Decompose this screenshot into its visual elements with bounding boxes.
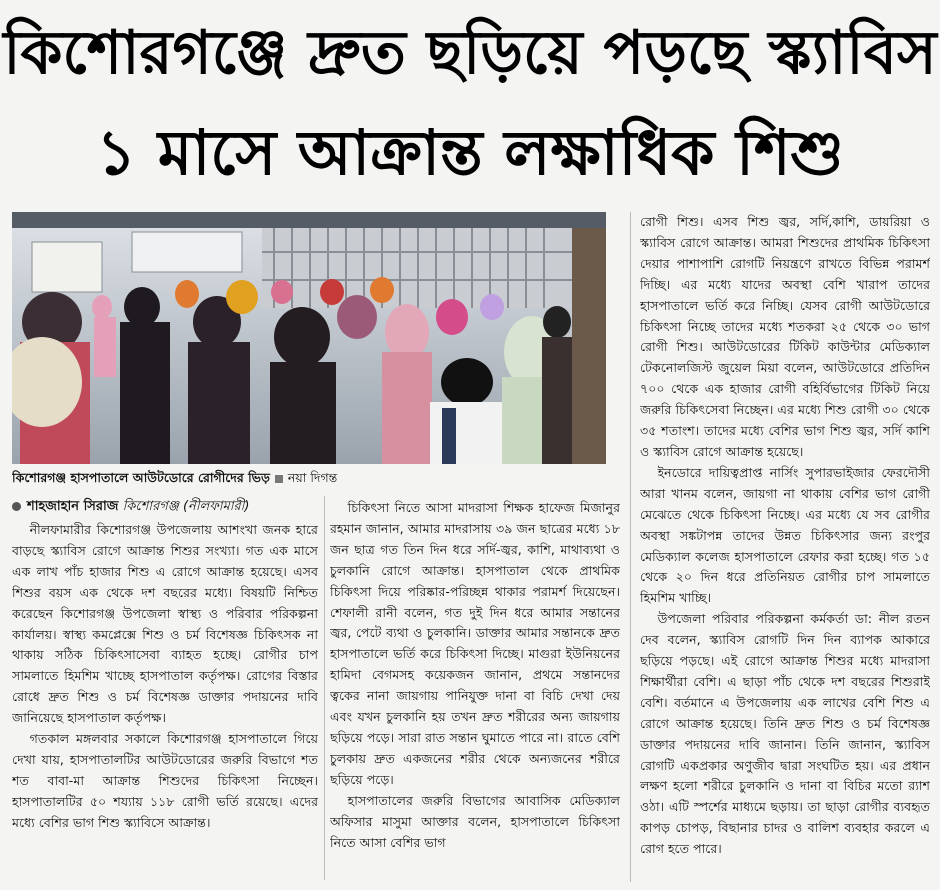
article-paragraph: উপজেলা পরিবার পরিকল্পনা কর্মকর্তা ডা: নীল রতন দেব বলেন, স্ক্যাবিস রোগটি দিন দিন ব্যাপক আকারে ছড়িয়ে পড়ছে। এই রোগে আক্রান্ত শিশুর মধ্যে মাদরাসা শিক্ষার্থীরা বেশি। এ ছাড়া পাঁচ থেকে দশ বছরের শিশুরাই বেশি। বর্তমানে এ উপজেলায় এক লাখের বেশি শিশু এ রোগে আক্রান্ত হয়েছে। তিনি দ্রুত শিশু ও চর্ম বিশেষজ্ঞ ডাক্তার পদায়নের দাবি জানান। তিনি জানান, স্ক্যাবিস রোগটি একপ্রকার অণুজীব দ্বারা সংঘটিত হয়। এর প্রধান লক্ষণ হলো শরীরে চুলকানি ও দানা বা বিচির মতো র‍্যাশ ওঠা। এটি স্পর্শের মাধ্যমে ছড়ায়। তা ছাড়া রোগীর ব্যবহৃত কাপড় চোপড়, বিছানার চাদর ও বালিশ ব্যবহার করলে এ রোগ হতে পারে। <box>640 611 930 857</box>
news-photo <box>12 212 606 464</box>
column-divider <box>324 496 325 880</box>
square-bullet-icon <box>275 475 283 483</box>
photo-caption-text: কিশোরগঞ্জ হাসপাতালে আউটডোরে রোগীদের ভিড় <box>12 470 270 485</box>
article-paragraph: রোগী শিশু। এসব শিশু জ্বর, সর্দি,কাশি, ডায়রিয়া ও স্ক্যাবিস রোগে আক্রান্ত। আমরা শিশুদের প্রাথমিক চিকিৎসা দেয়ার পাশাপাশি রোগটি নিয়ন্ত্রণে রাখতে বিভিন্ন পরামর্শ দিচ্ছি। এর মধ্যে যাদের অবস্থা বেশি খারাপ তাদের হাসপাতালে ভর্তি করে নিচ্ছি। যেসব রোগী আউটডোরে চিকিৎসা নিচ্ছে তাদের মধ্যে শতকরা ২৫ থেকে ৩০ ভাগ রোগী শিশু। আউটডোরের টিকিট কাউন্টার মেডিক্যাল টেকনোলজিস্ট জুয়েল মিয়া বলেন, আউটডোরে প্রতিদিন ৭০০ থেকে এক হাজার রোগী বহির্বিভাগের টিকিট নিয়ে জরুরি চিকিৎসেবা নিচ্ছেন। এর মধ্যে শিশু রোগী ৩০ থেকে ৩৫ শতাংশ। তাদের মধ্যে বেশির ভাগ শিশু জ্বর, সর্দি কাশি ও স্ক্যাবিস রোগে আক্রান্ত হয়েছে। <box>640 214 930 459</box>
byline-author: শাহজাহান সিরাজ <box>27 499 119 514</box>
bullet-icon <box>12 502 21 511</box>
byline <box>12 496 332 518</box>
photo-caption <box>12 468 612 488</box>
headline-line-1: কিশোরগঞ্জে দ্রুত ছড়িয়ে পড়ছে স্ক্যাবিস <box>3 18 937 88</box>
photo-credit: নয়া দিগন্ত <box>287 470 338 485</box>
hospital-crowd-image <box>12 212 606 464</box>
article-column-1 <box>12 520 318 880</box>
article-paragraph: গতকাল মঙ্গলবার সকালে কিশোরগঞ্জ হাসপাতালে গিয়ে দেখা যায়, হাসপাতালটির আউটডোরের জরুরি বিভাগে শত শত বাবা-মা আক্রান্ত শিশুদের চিকিৎসা নিচ্ছেন। হাসপাতালটির ৫০ শয্যায় ১১৮ রোগী ভর্তি রয়েছে। এদের মধ্যে বেশির ভাগ শিশু স্ক্যাবিসে আক্রান্ত। <box>12 731 318 830</box>
article-column-2 <box>330 498 620 880</box>
article-paragraph: হাসপাতালের জরুরি বিভাগের আবাসিক মেডিক্যাল অফিসার মাসুমা আক্তার বলেন, হাসপাতালে চিকিৎসা নিতে আসা বেশির ভাগ <box>330 792 620 850</box>
headline-line-2: ১ মাসে আক্রান্ত লক্ষাধিক শিশু <box>96 116 844 189</box>
byline-place: কিশোরগঞ্জ (নীলফামারী) <box>122 499 250 514</box>
article-paragraph: ইনডোরে দায়িত্বপ্রাপ্ত নার্সিং সুপারভাইজার ফেরদৌসী আরা খানম বলেন, জায়গা না থাকায় বেশির ভাগ রোগী মেঝেতে থেকে চিকিৎসা নিচ্ছে। এর মধ্যে যে সব রোগীর অবস্থা সঙ্কটাপন্ন তাদের উন্নত চিকিৎসার জন্য রংপুর মেডিক্যাল কলেজ হাসপাতালে রেফার করা হচ্ছে। গত ১৫ থেকে ২০ দিন ধরে প্রতিনিয়ত রোগীর চাপ সামলাতে হিমশিম খাচ্ছি। <box>640 464 930 606</box>
article-paragraph: নীলফামারীর কিশোরগঞ্জ উপজেলায় আশংখা জনক হারে বাড়ছে স্ক্যাবিস রোগে আক্রান্ত শিশুর সংখ্যা। গত এক মাসে এক লাখ পাঁচ হাজার শিশু এ রোগে আক্রান্ত হয়েছে। এসব শিশুর বয়স এক থেকে দশ বছরের মধ্যে। বিষয়টি নিশ্চিত করেছেন কিশোরগঞ্জ উপজেলা স্বাস্থ্য ও পরিবার পরিকল্পনা কার্যালয়। স্বাস্থ্য কমপ্লেক্সে শিশু ও চর্ম বিশেষজ্ঞ চিকিৎসক না থাকায় সঠিক চিকিৎসাসেবা ব্যাহত হচ্ছে। রোগীর চাপ সামলাতে হিমশিম খাচ্ছে হাসপাতাল কর্তৃপক্ষ। রোগের বিস্তার রোধে দ্রুত শিশু ও চর্ম বিশেষজ্ঞ ডাক্তার পদায়নের দাবি জানিয়েছে হাসপাতাল কর্তৃপক্ষ। <box>12 522 318 726</box>
article-column-3 <box>640 212 930 882</box>
article-paragraph: চিকিৎসা নিতে আসা মাদরাসা শিক্ষক হাফেজ মিজানুর রহমান জানান, আমার মাদরাসায় ৩৯ জন ছাত্রের মধ্যে ১৮ জন ছাত্র গত তিন দিন ধরে সর্দি-জ্বর, কাশি, মাথাব্যথা ও চুলকানি রোগে আক্রান্ত। হাসপাতাল থেকে প্রাথমিক চিকিৎসা দিয়ে পরিষ্কার-পরিচ্ছন্ন থাকার পরামর্শ দিয়েছেন। শেফালী রানী বলেন, গত দুই দিন ধরে আমার সন্তানের জ্বর, পেটে ব্যথা ও চুলকানি। ডাক্তার আমার সন্তানকে দ্রুত হাসপাতালে ভর্তি করে চিকিৎসা দিচ্ছে। মাগুরা ইউনিয়নের হামিদা বেগমসহ কয়েকজন জানান, প্রথমে সন্তানদের ত্বকের নানা জায়গায় পানিযুক্ত দানা বা বিচি দেখা দেয় এবং যখন চুলকানি হয় তখন দ্রুত শরীরের অন্য জায়গায় ছড়িয়ে পড়ে। সারা রাত সন্তান ঘুমাতে পারে না। রাতে বেশি চুলকায় দ্রুত একজনের শরীর থেকে অন্যজনের শরীরে ছড়িয়ে পড়ে। <box>330 500 620 787</box>
column-divider <box>630 212 631 882</box>
